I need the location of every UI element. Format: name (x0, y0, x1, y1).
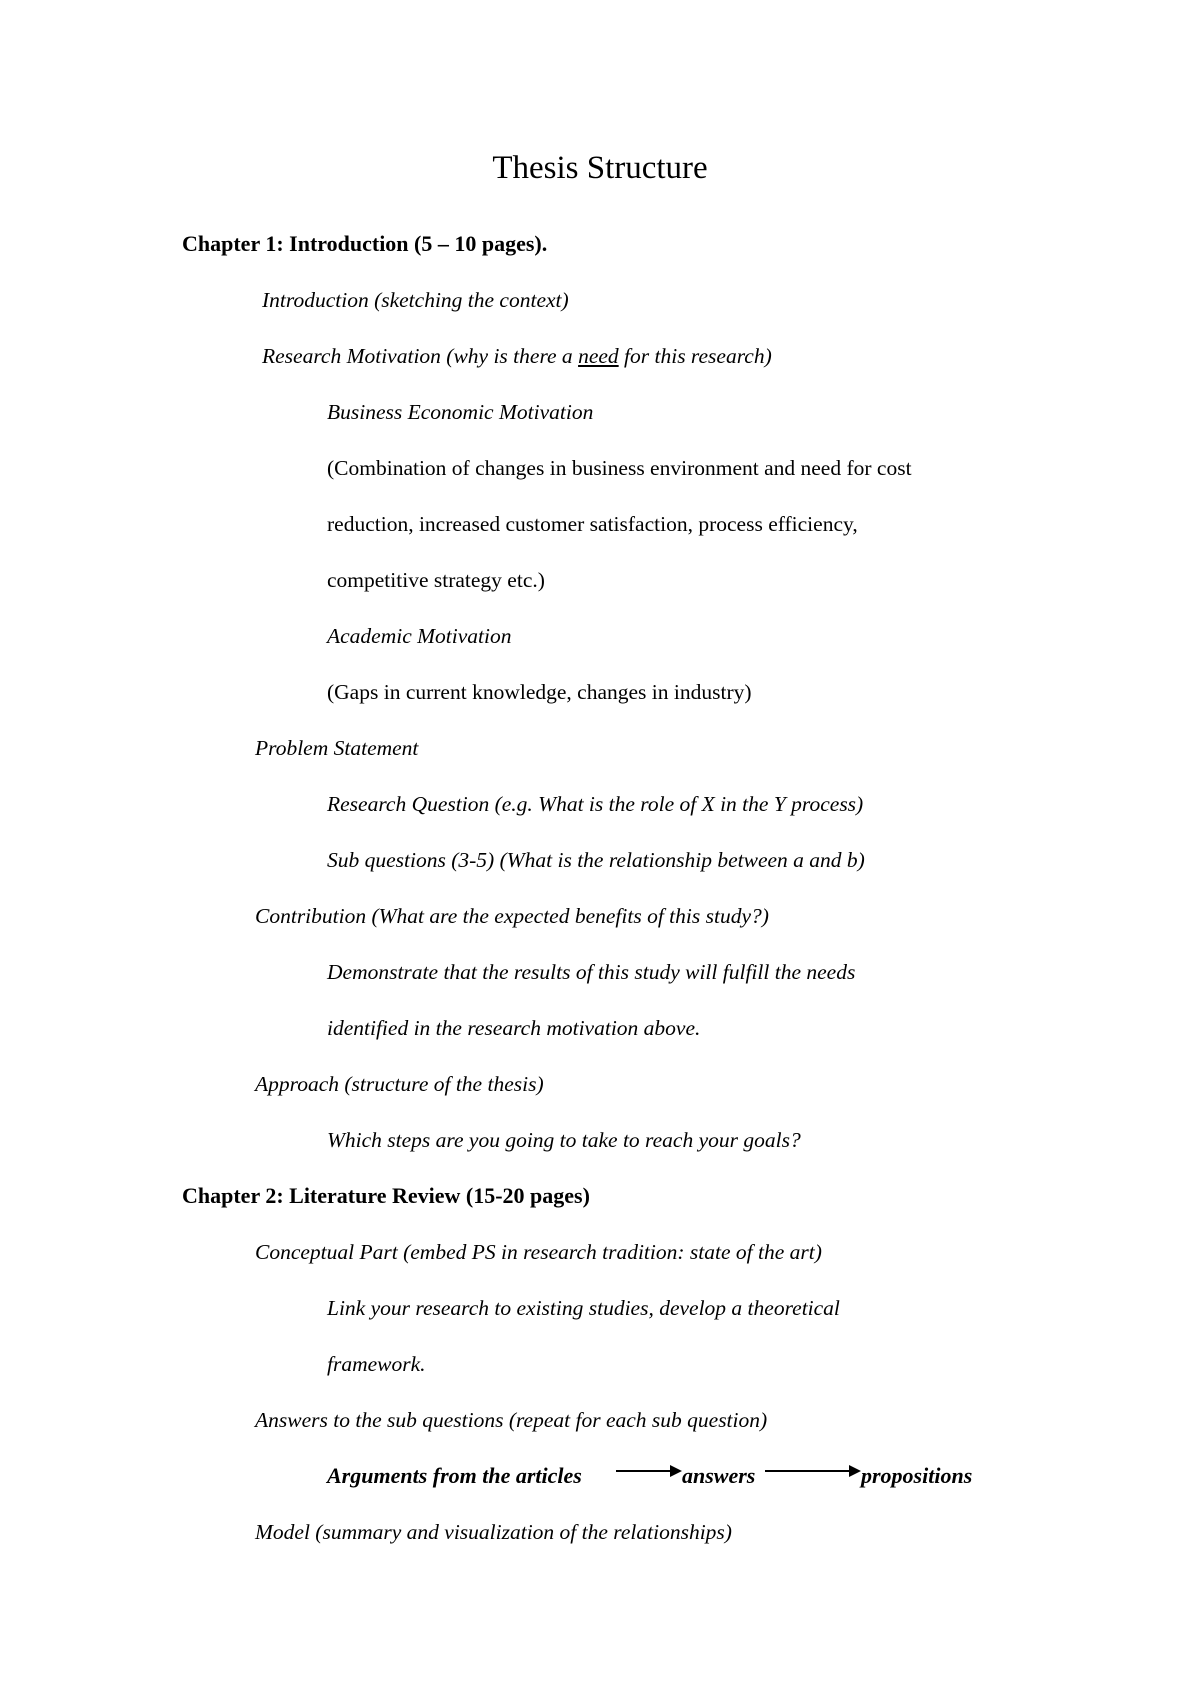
conceptual-desc-line-2: framework. (327, 1352, 426, 1376)
conceptual-part-item: Conceptual Part (embed PS in research tradition: state of the art) (255, 1240, 822, 1264)
approach-desc: Which steps are you going to take to reach your goals? (327, 1128, 801, 1152)
approach-item: Approach (structure of the thesis) (255, 1072, 544, 1096)
flow-step-propositions: propositions (861, 1463, 973, 1488)
business-desc-line-2: reduction, increased customer satisfaction, process efficiency, (327, 512, 858, 536)
document-title: Thesis Structure (492, 150, 708, 186)
model-item: Model (summary and visualization of the relationships) (255, 1520, 732, 1544)
sub-questions: Sub questions (3-5) (What is the relationship between a and b) (327, 848, 865, 872)
research-motivation-text: Research Motivation (why is there a (262, 344, 579, 368)
academic-motivation: Academic Motivation (327, 624, 512, 648)
research-motivation-underlined: need (578, 344, 619, 368)
conceptual-desc-line-1: Link your research to existing studies, develop a theoretical (327, 1296, 840, 1320)
business-economic-motivation: Business Economic Motivation (327, 400, 594, 424)
research-question: Research Question (e.g. What is the role of X in the Y process) (327, 792, 864, 816)
business-desc-line-3: competitive strategy etc.) (327, 568, 545, 592)
right-arrow-icon (616, 1463, 682, 1479)
contribution-desc-line-1: Demonstrate that the results of this study will fulfill the needs (327, 960, 856, 984)
flow-step-answers: answers (682, 1463, 756, 1488)
answers-sub-questions-item: Answers to the sub questions (repeat for each sub question) (255, 1408, 768, 1432)
research-motivation-text-end: for this research) (618, 344, 772, 368)
business-desc-line-1: (Combination of changes in business environment and need for cost (327, 456, 912, 480)
contribution-item: Contribution (What are the expected benefits of this study?) (255, 904, 769, 928)
introduction-item: Introduction (sketching the context) (262, 288, 569, 312)
problem-statement-item: Problem Statement (255, 736, 419, 760)
research-motivation-item (262, 342, 772, 370)
academic-desc: (Gaps in current knowledge, changes in industry) (327, 680, 752, 704)
contribution-desc-line-2: identified in the research motivation above. (327, 1016, 701, 1040)
right-arrow-icon (765, 1463, 861, 1479)
chapter-1-heading: Chapter 1: Introduction (5 – 10 pages). (182, 231, 548, 256)
chapter-2-heading: Chapter 2: Literature Review (15-20 pages) (182, 1183, 590, 1208)
flow-step-arguments: Arguments from the articles (327, 1463, 582, 1488)
